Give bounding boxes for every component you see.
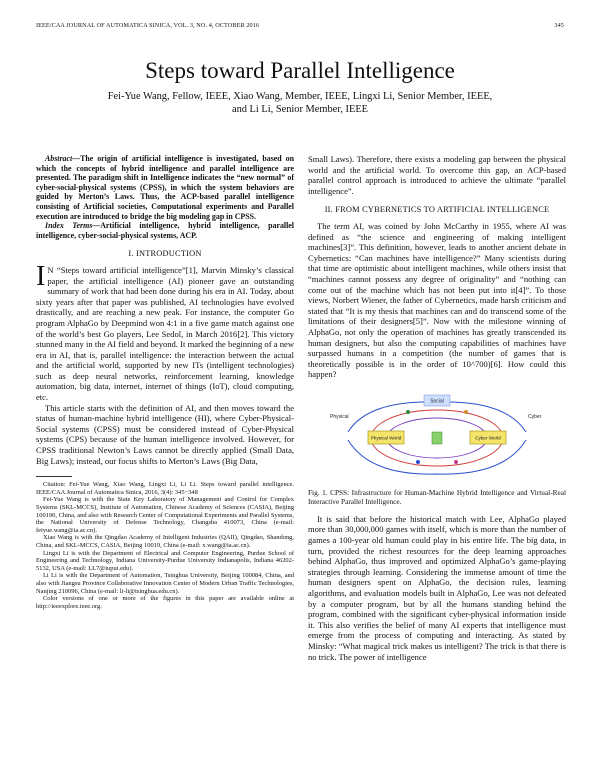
section-heading-introduction: I. INTRODUCTION [128, 249, 202, 259]
paper-title: Steps toward Parallel Intelligence [145, 58, 455, 83]
page-number: 345 [554, 22, 564, 29]
footnote-color-note: Color versions of one or more of the figures in this paper are available online at http://ieeexplore.ieee.org. [36, 595, 294, 610]
footnote-author-3: Lingxi Li is with the Department of Electrical and Computer Engineering, Purdue School of Engineering and Technology, Indiana University-Purdue University Indianapolis, Indiana 46202-5132, USA (e-mail: LL7@iupui.edu). [36, 549, 294, 572]
journal-name: IEEE/CAA JOURNAL OF AUTOMATICA SINICA, VOL. 3, NO. 4, OCTOBER 2016 [36, 22, 260, 29]
cyber-world-box-label: Cyber World [475, 435, 501, 441]
section-heading-cybernetics: II. FROM CYBERNETICS TO ARTIFICIAL INTELLIGENCE [324, 205, 550, 215]
footnote-rule [36, 476, 72, 477]
index-terms-label: Index Terms— [45, 221, 101, 231]
intro-paragraph-1-text: N “Steps toward artificial intelligence”[1], Marvin Minsky’s classical paper, the artificial intelligence (AI) pioneer gave an outstanding summary of work that had been done during his era in AI. Today, about sixty years after that paper was published, AI technologies have evolved drastically, and are reaching a new peak. For instance, the computer Go program AlphaGo by Deepmind won 4:1 in a five game match against one of the world’s best Go players, Lee Sedol, in March 2016[2]. This victory stunned many in the AI field and beyond. It marked the beginning of a new era in AI, that is, parallel intelligence: the interaction between the actual and the artificial world, supported by new ITs (intelligent technologies) such as deep neural networks, reinforcement learning, knowledge automation, big data, internet, internet of things (IoT), cloud computing, etc. [36, 264, 294, 403]
figure-node-green [406, 410, 410, 414]
footnotes [36, 481, 294, 610]
abstract-label: Abstract— [45, 154, 81, 163]
section2-paragraph-1: The term AI, was coined by John McCarthy in 1955, where AI was defined as “the science and engineering of making intelligent machines[3]”. This definition, however, leads to another ancient debate in Cybernetics: “Can machines have intelligence?” Many scientists during that time are optimistic about intelligent machines, while others insist that “machines cannot possess any degree of originality” and “nothing can come out of the machine which has not been put into it[4]”. To those views, Norbert Wiener, the father of Cybernetics, made harsh criticism and stated that “It is my thesis that machines can and do transcend some of the limitations of their designers[5]”. Now with the milestone winning of AlphaGo, not only the operation of machines has greatly transcended its human designers, but also the computing capabilities of machines have surpassed humans in a competition (the number of games that is theoretically possible is in the order of 10^700)[6]. How could this happen? [308, 220, 566, 380]
right-column [308, 154, 566, 662]
intro-paragraph-3: Small Laws). Therefore, there exists a modeling gap between the physical world and the artificial world. To overcome this gap, an ACP-based parallel control approach is introduced to achieve the ultimate “parallel intelligence”. [308, 154, 566, 196]
figure-caption: Fig. 1. CPSS: Infrastructure for Human-Machine Hybrid Intelligence and Virtual-Real Interactive Parallel Intelligence. [308, 487, 566, 506]
figure-node-magenta [454, 460, 458, 464]
left-column [36, 154, 294, 610]
figure-arc-bottom [348, 440, 526, 474]
figure-node-blue [416, 460, 420, 464]
cpss-figure [308, 388, 566, 484]
footnote-author-2: Xiao Wang is with the Qingdao Academy of Intelligent Industries (QAII), Qingdao, Shandong, China, and SKL-MCCS, CASIA, Beijing 10019, China (e-mail: x.wang@ia.ac.cn). [36, 534, 294, 549]
cyber-label: Cyber [528, 413, 542, 420]
drop-cap: I [36, 260, 46, 292]
index-terms [36, 221, 294, 240]
author-block [60, 90, 540, 116]
physical-label: Physical [330, 413, 349, 420]
footnote-author-4: Li Li is with the Department of Automation, Tsinghua University, Beijing 100084, China, and also with Jiangsu Province Collaborative Innovation Center of Modern Urban Traffic Technologies, Nanjing 210096, China (e-mail: li-li@tsinghua.edu.cn). [36, 572, 294, 595]
footnote-citation: Citation: Fei-Yue Wang, Xiao Wang, Lingxi Li, Li Li. Steps toward parallel intelligence. IEEE/CAA Journal of Automatica Sinica, 2016, 3(4): 345−348 [36, 481, 294, 496]
intro-paragraph-2: This article starts with the definition of AI, and then moves toward the status of human-machine hybrid intelligence (HI), where Cyber-Physical-Social systems (CPSS) must be considered instead of Cyber-Physical systems (CPS) because of the human intelligence involved. However, for CPSS traditional Newton’s Laws cannot be directly applied (Small Data, Big Laws); instead, our focus shifts to Merton’s Laws (Big Data, [36, 402, 294, 466]
abstract-text: The origin of artificial intelligence is investigated, based on which the concepts of hybrid intelligence and parallel intelligence are presented. The paradigm shift in Intelligence indicates the “new normal” of cyber-social-physical systems (CPSS), in which the system behaviors are guided by Merton’s Laws. Thus, the ACP-based parallel intelligence consisting of Artificial societies, Computational experiments and Parallel execution are introduced to bridge the big modeling gap in CPSS. [36, 154, 294, 221]
footnote-author-1: Fei-Yue Wang is with the State Key Laboratory of Management and Control for Complex Systems (SKL-MCCS), Institute of Automation, Chinese Academy of Sciences (CASIA), Beijing 100190, China, and also with Research Center of Computational Experiments and Parallel Systems, the National University of Defense Technology, Changsha 410073, China (e-mail: feiyue.wang@ia.ac.cn). [36, 496, 294, 534]
abstract [36, 154, 294, 221]
intro-paragraph-1 [36, 260, 294, 403]
index-terms-text: Artificial intelligence, hybrid intelligence, parallel intelligence, cyber-social-physical systems, ACP. [36, 221, 294, 240]
physical-world-box-label: Physical World [370, 435, 402, 441]
section2-paragraph-2: It is said that before the historical match with Lee, AlphaGo played more than 30,000,000 games with itself, which is more than the number of games a 100-year old human could play in his entire life. The big data, in turn, provided the richest resources for the deep learning approaches behind AlphaGo, thus improved and optimized AlphaGo’s game-playing strategies through learning. Considering the immense amount of time the human designers spent on AlphaGo, the decision rules, learning algorithms, and evaluation models built in AlphaGo, Lee was not defeated by a computer program, but by all the humans standing behind the program, combined with the significant cyber-physical information inside it. This also verifies the belief of many AI experts that intelligence must emerge from the process of computing and interacting. As stated by Minsky: “What magical trick makes us intelligent? The trick is that there is no trick. The power of intelligence [308, 513, 566, 662]
figure-node-orange [464, 410, 468, 414]
figure-center-node [432, 432, 442, 444]
social-label: Social [430, 398, 444, 405]
running-header [36, 22, 564, 32]
figure-arc-top [348, 402, 526, 432]
author-line-1: Fei-Yue Wang, Fellow, IEEE, Xiao Wang, Member, IEEE, Lingxi Li, Senior Member, IEEE, [107, 91, 493, 102]
author-line-2: and Li Li, Senior Member, IEEE [231, 104, 369, 115]
